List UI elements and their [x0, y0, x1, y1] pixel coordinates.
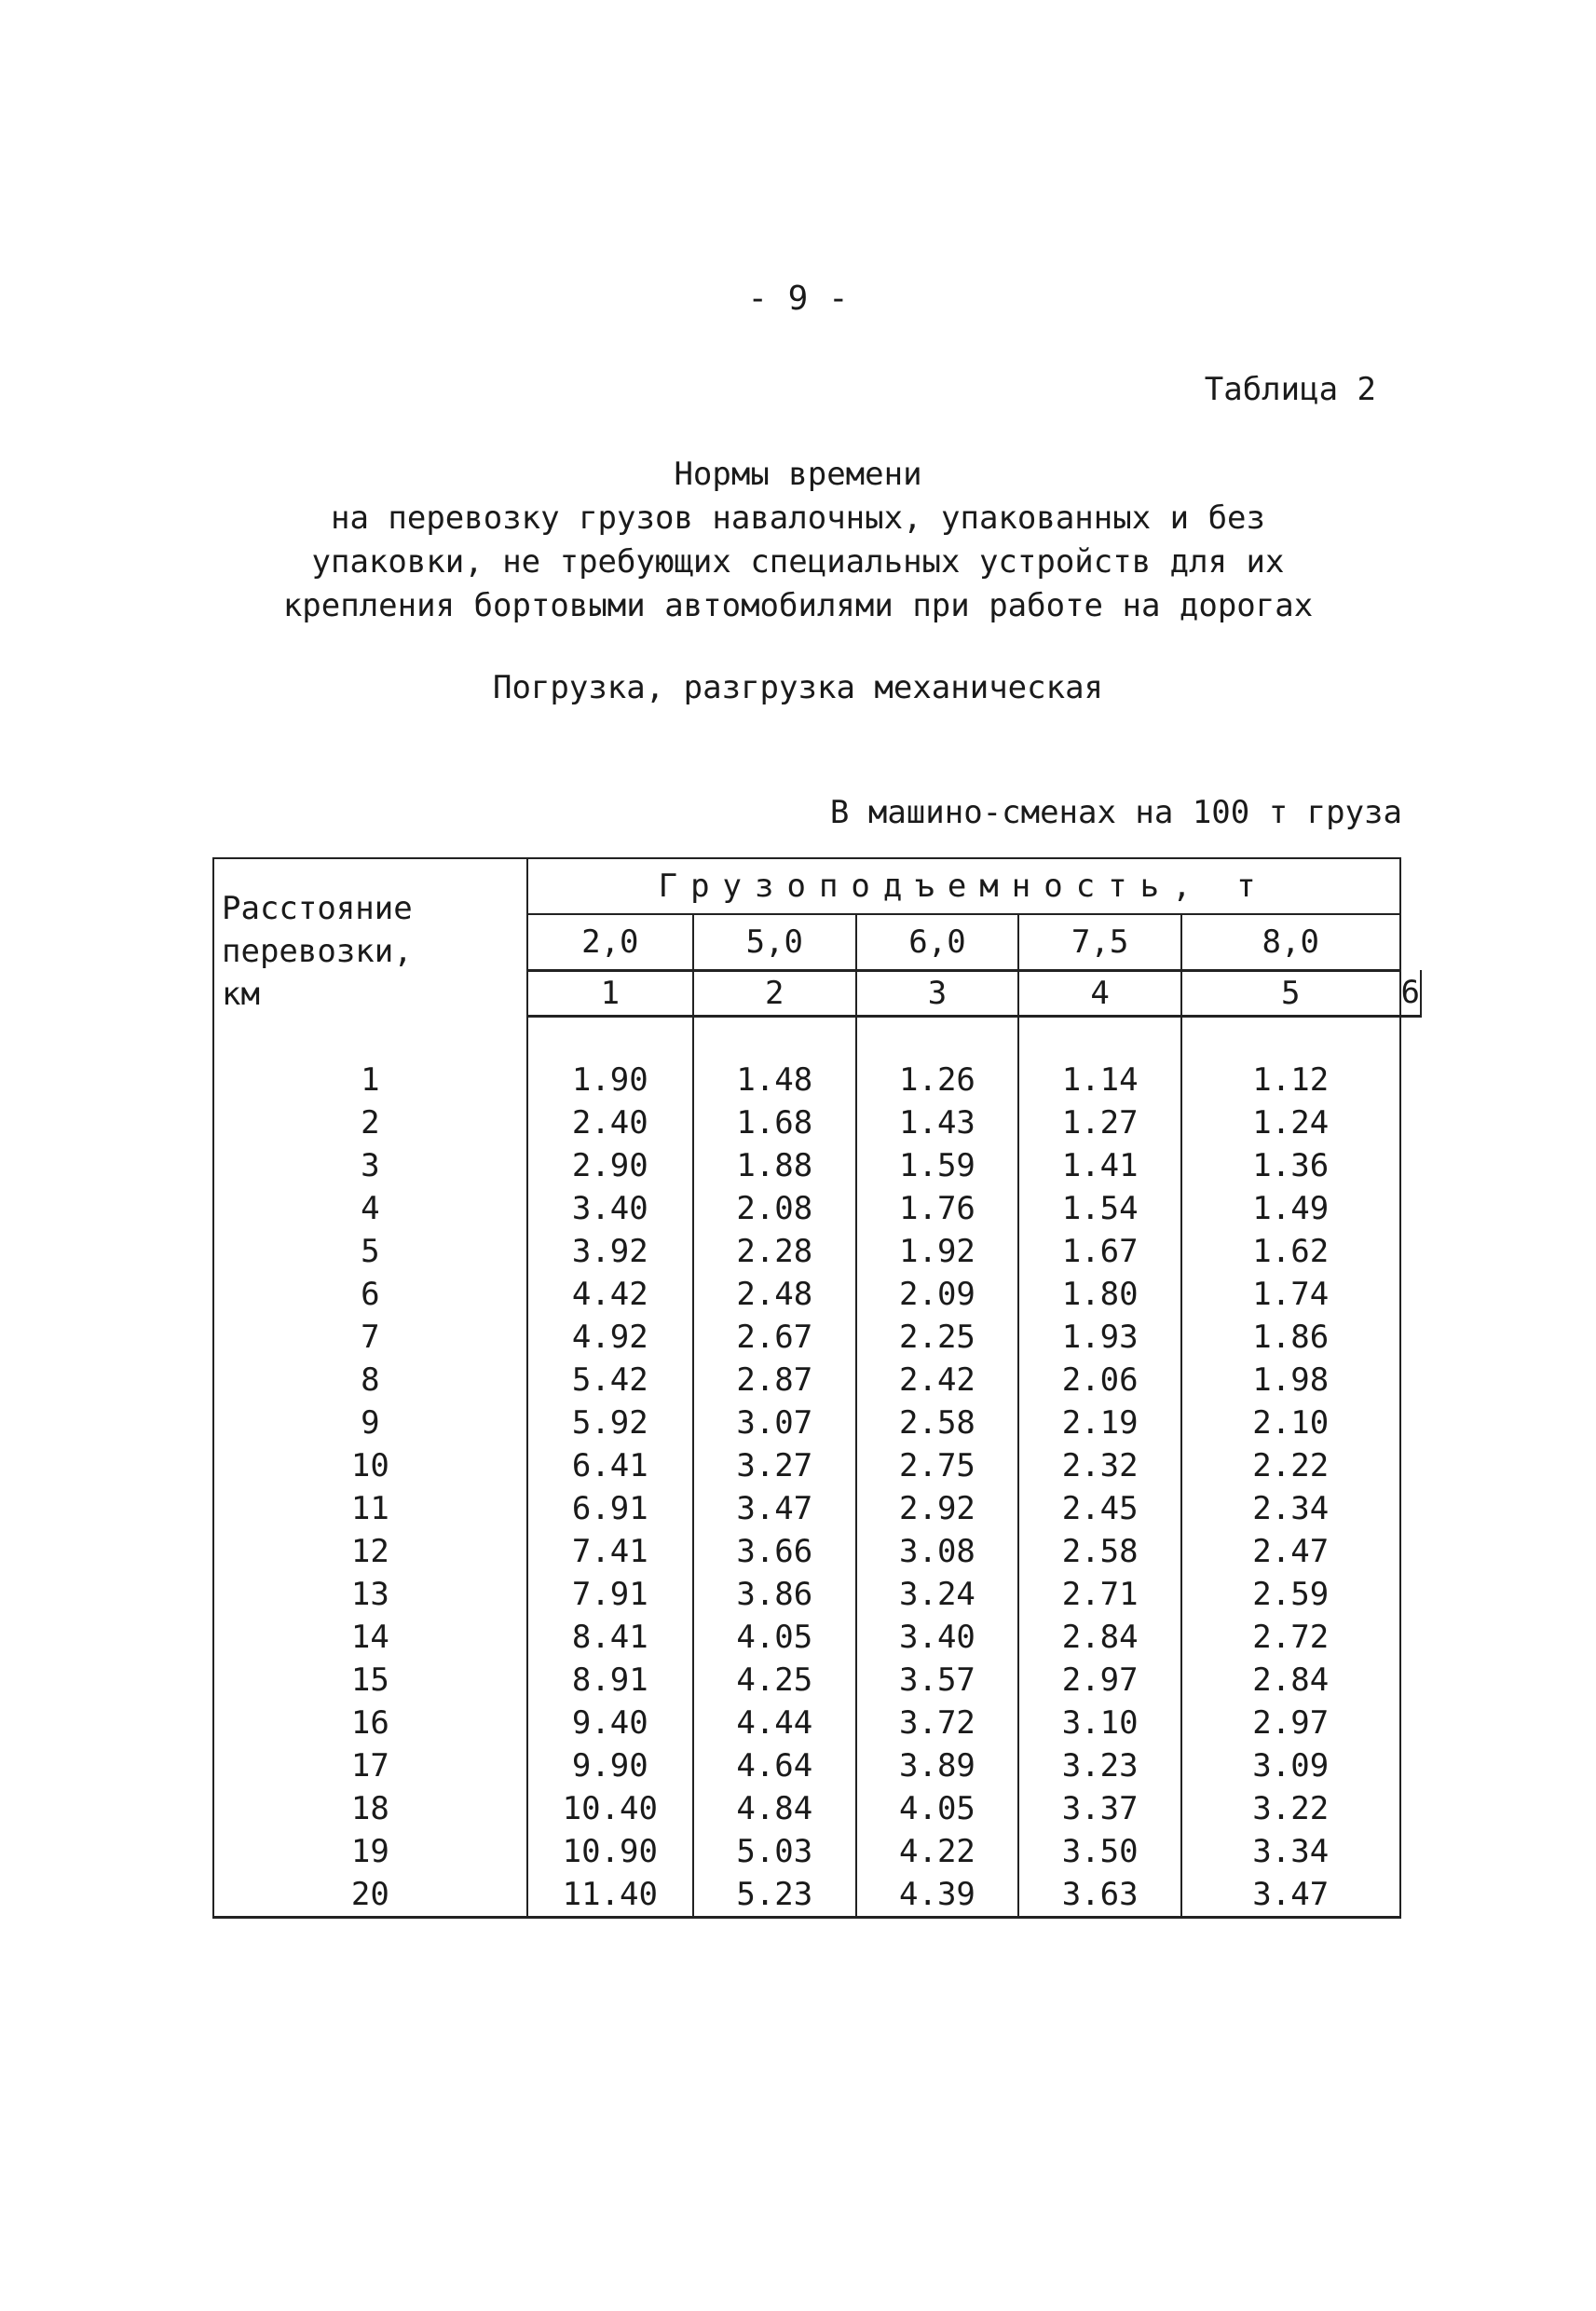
- norm-value-cell: 1.86: [1181, 1316, 1400, 1359]
- norm-value-cell: 5.42: [527, 1359, 693, 1402]
- norm-value-cell: 5.92: [527, 1402, 693, 1444]
- capacity-header: Грузоподъемность, т: [527, 858, 1400, 914]
- distance-cell: 16: [213, 1702, 527, 1744]
- capacity-value: 6,0: [856, 914, 1019, 970]
- norm-value-cell: 9.90: [527, 1744, 693, 1787]
- distance-cell: 14: [213, 1616, 527, 1659]
- norm-value-cell: 5.03: [693, 1830, 856, 1873]
- column-number: 4: [1018, 970, 1181, 1016]
- distance-cell: 12: [213, 1530, 527, 1573]
- norm-value-cell: 3.72: [856, 1702, 1019, 1744]
- norm-value-cell: 4.44: [693, 1702, 856, 1744]
- norm-value-cell: 2.10: [1181, 1402, 1400, 1444]
- norm-value-cell: 4.84: [693, 1787, 856, 1830]
- norm-value-cell: 2.19: [1018, 1402, 1181, 1444]
- norm-value-cell: 1.12: [1181, 1059, 1400, 1101]
- table-row: [213, 1101, 1421, 1144]
- distance-cell: 4: [213, 1187, 527, 1230]
- distance-header: [213, 858, 527, 1016]
- norm-value-cell: 6.41: [527, 1444, 693, 1487]
- distance-cell: 20: [213, 1873, 527, 1918]
- distance-cell: 19: [213, 1830, 527, 1873]
- norm-value-cell: 9.40: [527, 1702, 693, 1744]
- table-row: [213, 1187, 1421, 1230]
- norm-value-cell: 2.59: [1181, 1573, 1400, 1616]
- norm-value-cell: 1.92: [856, 1230, 1019, 1273]
- norm-value-cell: 4.64: [693, 1744, 856, 1787]
- table-row: [213, 1059, 1421, 1101]
- norm-value-cell: 4.39: [856, 1873, 1019, 1918]
- norm-value-cell: 7.41: [527, 1530, 693, 1573]
- table-row: [213, 1144, 1421, 1187]
- norm-value-cell: 3.08: [856, 1530, 1019, 1573]
- distance-cell: 10: [213, 1444, 527, 1487]
- norm-value-cell: 3.47: [1181, 1873, 1400, 1918]
- column-number: 1: [527, 970, 693, 1016]
- table-row: [213, 1273, 1421, 1316]
- norm-value-cell: 1.27: [1018, 1101, 1181, 1144]
- norm-value-cell: 2.28: [693, 1230, 856, 1273]
- norms-table: [212, 857, 1422, 1919]
- norm-value-cell: 2.32: [1018, 1444, 1181, 1487]
- norm-value-cell: 3.34: [1181, 1830, 1400, 1873]
- norm-value-cell: 3.23: [1018, 1744, 1181, 1787]
- norm-value-cell: 11.40: [527, 1873, 693, 1918]
- distance-cell: 9: [213, 1402, 527, 1444]
- norm-value-cell: 2.72: [1181, 1616, 1400, 1659]
- document-subtitle: Погрузка, разгрузка механическая: [492, 669, 1104, 706]
- norm-value-cell: 3.24: [856, 1573, 1019, 1616]
- norm-value-cell: 4.92: [527, 1316, 693, 1359]
- norm-value-cell: 2.48: [693, 1273, 856, 1316]
- norm-value-cell: 1.54: [1018, 1187, 1181, 1230]
- distance-cell: 3: [213, 1144, 527, 1187]
- table-row: [213, 1616, 1421, 1659]
- norm-value-cell: 6.91: [527, 1487, 693, 1530]
- norm-value-cell: 4.25: [693, 1659, 856, 1702]
- norm-value-cell: 1.68: [693, 1101, 856, 1144]
- norm-value-cell: 5.23: [693, 1873, 856, 1918]
- distance-header-line: Расстояние: [222, 890, 413, 927]
- norm-value-cell: 3.22: [1181, 1787, 1400, 1830]
- norm-value-cell: 1.98: [1181, 1359, 1400, 1402]
- title-line: на перевозку грузов навалочных, упакованных и без: [330, 499, 1266, 537]
- norm-value-cell: 2.58: [856, 1402, 1019, 1444]
- table-row: [213, 1359, 1421, 1402]
- table-row: [213, 1659, 1421, 1702]
- norm-value-cell: 2.22: [1181, 1444, 1400, 1487]
- spacer-row: [213, 1016, 1421, 1059]
- norm-value-cell: 3.10: [1018, 1702, 1181, 1744]
- norm-value-cell: 2.42: [856, 1359, 1019, 1402]
- norm-value-cell: 1.48: [693, 1059, 856, 1101]
- norm-value-cell: 3.40: [527, 1187, 693, 1230]
- norm-value-cell: 4.22: [856, 1830, 1019, 1873]
- norm-value-cell: 2.87: [693, 1359, 856, 1402]
- table-row: [213, 1702, 1421, 1744]
- title-line: Нормы времени: [674, 456, 922, 493]
- norm-value-cell: 1.62: [1181, 1230, 1400, 1273]
- norm-value-cell: 2.06: [1018, 1359, 1181, 1402]
- norm-value-cell: 2.84: [1018, 1616, 1181, 1659]
- norm-value-cell: 3.92: [527, 1230, 693, 1273]
- table-row: [213, 1487, 1421, 1530]
- norm-value-cell: 3.37: [1018, 1787, 1181, 1830]
- norm-value-cell: 2.47: [1181, 1530, 1400, 1573]
- norm-value-cell: 2.40: [527, 1101, 693, 1144]
- capacity-value: 2,0: [527, 914, 693, 970]
- norm-value-cell: 2.45: [1018, 1487, 1181, 1530]
- column-number: 2: [693, 970, 856, 1016]
- table-row: [213, 1744, 1421, 1787]
- norm-value-cell: 3.27: [693, 1444, 856, 1487]
- norm-value-cell: 1.90: [527, 1059, 693, 1101]
- distance-header-line: км: [222, 976, 260, 1013]
- norm-value-cell: 8.41: [527, 1616, 693, 1659]
- norm-value-cell: 2.58: [1018, 1530, 1181, 1573]
- norm-value-cell: 2.84: [1181, 1659, 1400, 1702]
- norm-value-cell: 1.49: [1181, 1187, 1400, 1230]
- norm-value-cell: 2.75: [856, 1444, 1019, 1487]
- norm-value-cell: 2.97: [1018, 1659, 1181, 1702]
- norm-value-cell: 1.26: [856, 1059, 1019, 1101]
- distance-cell: 6: [213, 1273, 527, 1316]
- norm-value-cell: 2.08: [693, 1187, 856, 1230]
- norm-value-cell: 3.47: [693, 1487, 856, 1530]
- table-row: [213, 1530, 1421, 1573]
- norm-value-cell: 2.09: [856, 1273, 1019, 1316]
- norm-value-cell: 7.91: [527, 1573, 693, 1616]
- norm-value-cell: 3.63: [1018, 1873, 1181, 1918]
- norm-value-cell: 3.66: [693, 1530, 856, 1573]
- norm-value-cell: 3.50: [1018, 1830, 1181, 1873]
- table-row: [213, 1230, 1421, 1273]
- units-note: В машино-сменах на 100 т груза: [829, 794, 1402, 831]
- norm-value-cell: 4.05: [856, 1787, 1019, 1830]
- distance-cell: 18: [213, 1787, 527, 1830]
- table-row: [213, 1573, 1421, 1616]
- table-row: [213, 1444, 1421, 1487]
- table-row: [213, 1787, 1421, 1830]
- distance-cell: 13: [213, 1573, 527, 1616]
- norm-value-cell: 1.93: [1018, 1316, 1181, 1359]
- norm-value-cell: 2.97: [1181, 1702, 1400, 1744]
- norm-value-cell: 2.92: [856, 1487, 1019, 1530]
- table-row: [213, 1402, 1421, 1444]
- distance-header-line: перевозки,: [222, 933, 413, 970]
- table-row: [213, 1873, 1421, 1918]
- norm-value-cell: 1.43: [856, 1101, 1019, 1144]
- title-line: упаковки, не требующих специальных устройств для их: [311, 543, 1285, 581]
- norm-value-cell: 2.25: [856, 1316, 1019, 1359]
- capacity-value: 8,0: [1181, 914, 1400, 970]
- norm-value-cell: 1.14: [1018, 1059, 1181, 1101]
- norm-value-cell: 1.36: [1181, 1144, 1400, 1187]
- norm-value-cell: 8.91: [527, 1659, 693, 1702]
- norm-value-cell: 3.09: [1181, 1744, 1400, 1787]
- norm-value-cell: 3.89: [856, 1744, 1019, 1787]
- column-number: 6: [1400, 970, 1421, 1016]
- norm-value-cell: 2.90: [527, 1144, 693, 1187]
- column-number: 3: [856, 970, 1019, 1016]
- distance-cell: 17: [213, 1744, 527, 1787]
- norm-value-cell: 1.59: [856, 1144, 1019, 1187]
- page-number: - 9 -: [747, 280, 849, 318]
- norm-value-cell: 1.41: [1018, 1144, 1181, 1187]
- capacity-value: 7,5: [1018, 914, 1181, 970]
- distance-cell: 2: [213, 1101, 527, 1144]
- norm-value-cell: 10.90: [527, 1830, 693, 1873]
- norm-value-cell: 1.74: [1181, 1273, 1400, 1316]
- norm-value-cell: 2.34: [1181, 1487, 1400, 1530]
- norm-value-cell: 10.40: [527, 1787, 693, 1830]
- norm-value-cell: 3.86: [693, 1573, 856, 1616]
- norm-value-cell: 3.07: [693, 1402, 856, 1444]
- capacity-value: 5,0: [693, 914, 856, 970]
- distance-cell: 11: [213, 1487, 527, 1530]
- distance-cell: 15: [213, 1659, 527, 1702]
- norm-value-cell: 3.40: [856, 1616, 1019, 1659]
- norm-value-cell: 2.67: [693, 1316, 856, 1359]
- norm-value-cell: 1.67: [1018, 1230, 1181, 1273]
- norm-value-cell: 2.71: [1018, 1573, 1181, 1616]
- norm-value-cell: 1.80: [1018, 1273, 1181, 1316]
- title-line: крепления бортовыми автомобилями при работе на дорогах: [282, 587, 1314, 624]
- distance-cell: 8: [213, 1359, 527, 1402]
- table-row: [213, 1830, 1421, 1873]
- norm-value-cell: 1.88: [693, 1144, 856, 1187]
- table-label: Таблица 2: [1204, 371, 1376, 408]
- distance-cell: 5: [213, 1230, 527, 1273]
- table-row: [213, 1316, 1421, 1359]
- distance-cell: 1: [213, 1059, 527, 1101]
- norm-value-cell: 4.42: [527, 1273, 693, 1316]
- column-number: 5: [1181, 970, 1400, 1016]
- norm-value-cell: 1.24: [1181, 1101, 1400, 1144]
- norm-value-cell: 3.57: [856, 1659, 1019, 1702]
- document-title: [0, 453, 1596, 628]
- norm-value-cell: 4.05: [693, 1616, 856, 1659]
- norm-value-cell: 1.76: [856, 1187, 1019, 1230]
- distance-cell: 7: [213, 1316, 527, 1359]
